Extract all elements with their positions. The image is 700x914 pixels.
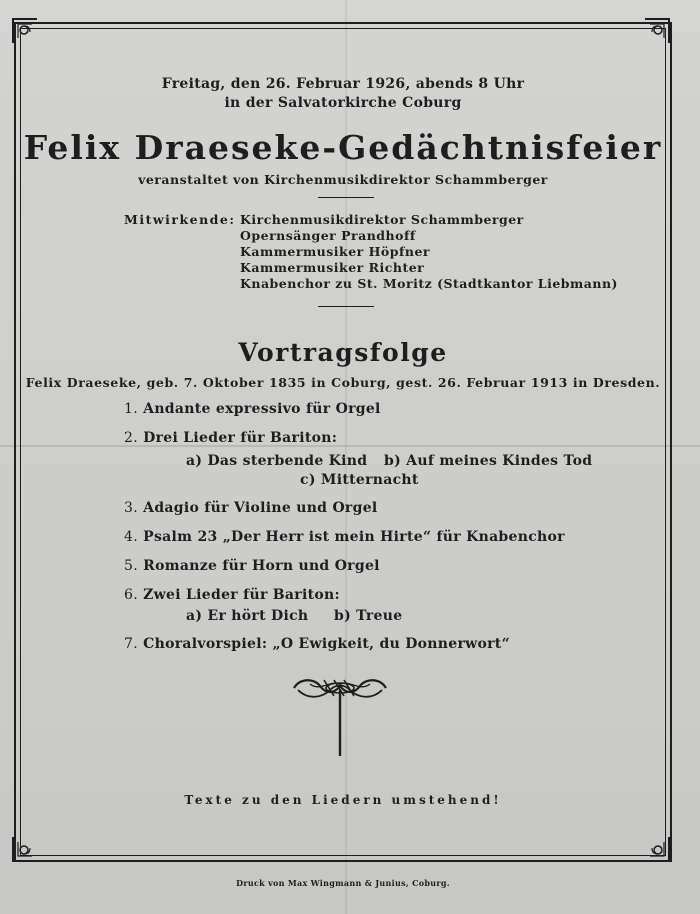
song-subitem: a) Er hört Dich bbox=[186, 608, 309, 624]
program-item-number: 5. bbox=[124, 558, 138, 574]
event-venue-line: in der Salvatorkirche Coburg bbox=[224, 95, 462, 111]
program-item-text: Adagio für Violine und Orgel bbox=[143, 500, 378, 516]
corner-scroll-ornament bbox=[10, 16, 40, 46]
program-item-text: Romanze für Horn und Orgel bbox=[143, 558, 380, 574]
program-item-number: 6. bbox=[124, 587, 138, 603]
program-item-text: Zwei Lieder für Bariton: bbox=[143, 587, 340, 603]
program-heading: Vortragsfolge bbox=[238, 338, 448, 367]
corner-scroll-ornament bbox=[642, 16, 672, 46]
program-item-number: 7. bbox=[124, 636, 138, 652]
performer-name: Kammermusiker Höpfner bbox=[240, 244, 430, 259]
program-item bbox=[124, 500, 378, 516]
song-subitem: b) Auf meines Kindes Tod bbox=[384, 453, 593, 469]
program-item-number: 2. bbox=[124, 430, 138, 446]
organizer-line: veranstaltet von Kirchenmusikdirektor Schammberger bbox=[138, 172, 548, 187]
program-item-text: Choralvorspiel: „O Ewigkeit, du Donnerwort“ bbox=[143, 636, 510, 652]
performer-name: Opernsänger Prandhoff bbox=[240, 228, 416, 243]
program-item bbox=[124, 558, 380, 574]
program-item-number: 1. bbox=[124, 401, 138, 417]
program-item-text: Andante expressivo für Orgel bbox=[143, 401, 381, 417]
program-item bbox=[124, 587, 340, 603]
song-subitem: b) Treue bbox=[334, 608, 403, 624]
program-item bbox=[124, 529, 565, 545]
divider bbox=[318, 197, 374, 198]
program-item-text: Drei Lieder für Bariton: bbox=[143, 430, 338, 446]
page-title: Felix Draeseke-Gedächtnisfeier bbox=[23, 128, 663, 167]
program-item bbox=[124, 401, 381, 417]
calligraphic-flourish-ornament bbox=[290, 674, 390, 758]
composer-line: Felix Draeseke, geb. 7. Oktober 1835 in Coburg, gest. 26. Februar 1913 in Dresden. bbox=[25, 375, 661, 390]
corner-scroll-ornament bbox=[642, 834, 672, 864]
performer-name: Kammermusiker Richter bbox=[240, 260, 425, 275]
footer-note: Texte zu den Liedern umstehend! bbox=[184, 793, 502, 807]
performers-label: Mitwirkende: bbox=[124, 212, 236, 227]
program-item bbox=[124, 430, 337, 446]
song-subitem: a) Das sterbende Kind bbox=[186, 453, 368, 469]
song-subitem: c) Mitternacht bbox=[300, 472, 419, 488]
program-item-number: 4. bbox=[124, 529, 138, 545]
program-item-number: 3. bbox=[124, 500, 138, 516]
corner-scroll-ornament bbox=[10, 834, 40, 864]
program-item bbox=[124, 636, 510, 652]
event-date-line: Freitag, den 26. Februar 1926, abends 8 Uhr bbox=[161, 76, 525, 92]
performer-name: Kirchenmusikdirektor Schammberger bbox=[240, 212, 524, 227]
program-item-text: Psalm 23 „Der Herr ist mein Hirte“ für Knabenchor bbox=[143, 529, 565, 545]
performers-list bbox=[240, 212, 618, 292]
performer-name: Knabenchor zu St. Moritz (Stadtkantor Liebmann) bbox=[240, 276, 618, 291]
printer-imprint: Druck von Max Wingmann & Junius, Coburg. bbox=[236, 878, 450, 888]
divider bbox=[318, 306, 374, 307]
